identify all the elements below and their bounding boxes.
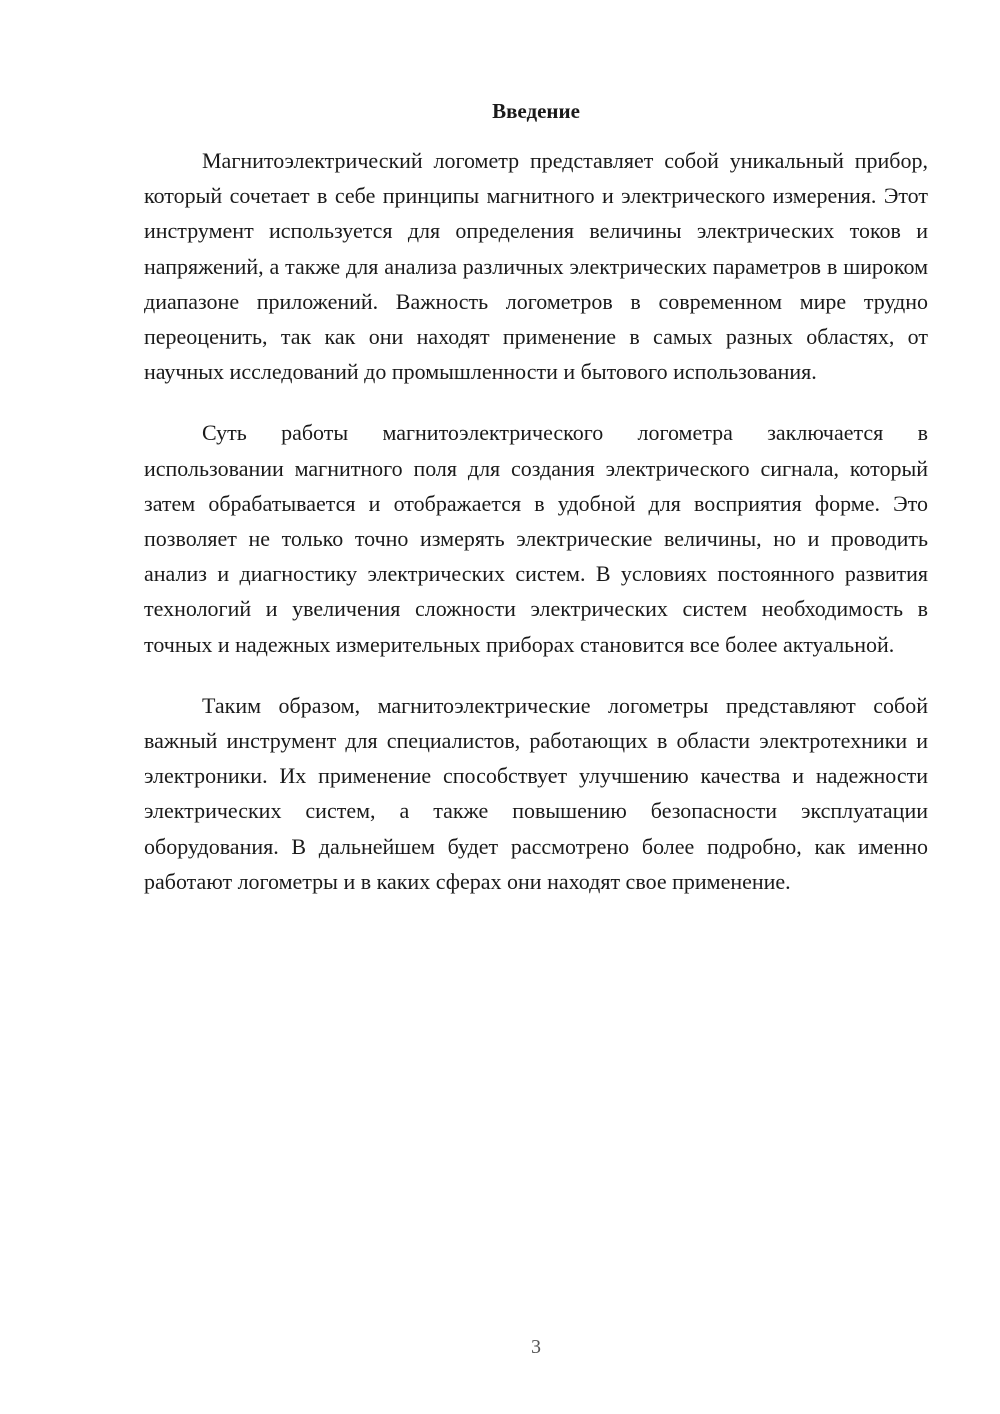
paragraph-3: Таким образом, магнитоэлектрические логометры представляют собой важный инструмент для специалистов, работающих в области электротехники и электроники. Их применение способствует улучшению качества и надежности электрических систем, а также повышению безопасности эксплуатации оборудования. В дальнейшем будет рассмотрено более подробно, как именно работают логометры и в каких сферах они находят свое применение. [144, 692, 928, 894]
paragraph-2: Суть работы магнитоэлектрического логометра заключается в использовании магнитного поля для создания электрического сигнала, который затем обрабатывается и отображается в удобной для восприятия форме. Это позволяет не только точно измерять электрические величины, но и проводить анализ и диагностику электрических систем. В условиях постоянного развития технологий и увеличения сложности электрических систем необходимость в точных и надежных измерительных приборах становится все более актуальной. [144, 420, 928, 657]
section-title: Введение [492, 99, 580, 123]
paragraph-1: Магнитоэлектрический логометр представляет собой уникальный прибор, который сочетает в себе принципы магнитного и электрического измерения. Этот инструмент используется для определения величины электрических токов и напряжений, а также для анализа различных электрических параметров в широком диапазоне приложений. Важность логометров в современном мире трудно переоценить, так как они находят применение в самых разных областях, от научных исследований до промышленности и бытового использования. [144, 148, 928, 385]
page-number: 3 [531, 1336, 541, 1358]
body-text [144, 143, 928, 925]
